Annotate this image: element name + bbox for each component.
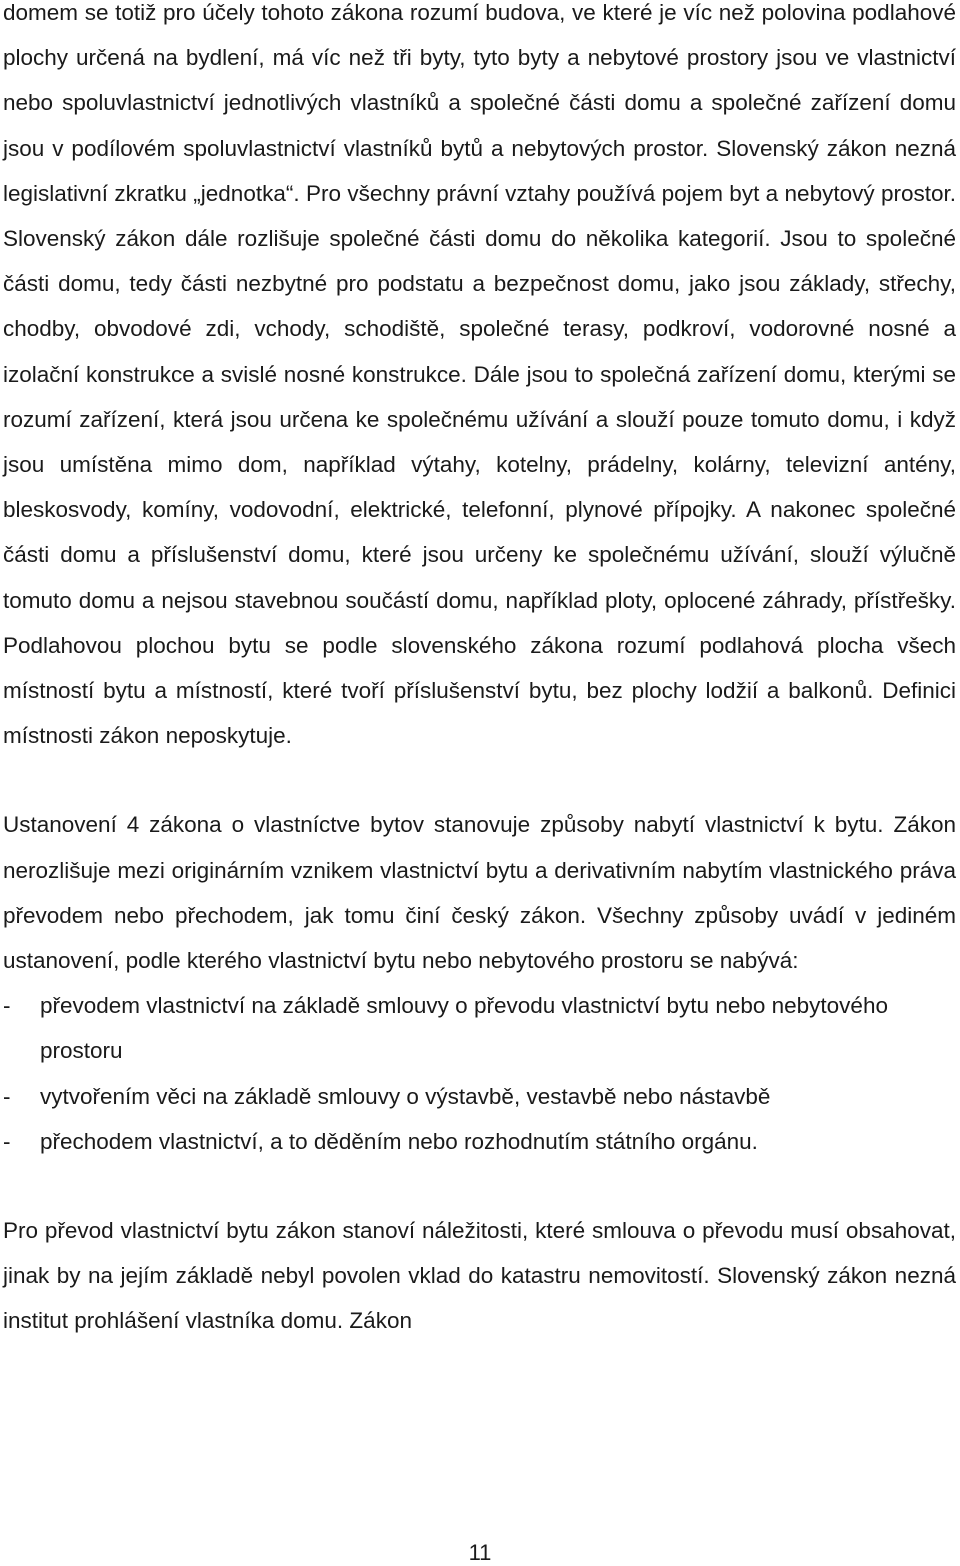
list-item-text: vytvořením věci na základě smlouvy o výstavbě, vestavbě nebo nástavbě	[40, 1083, 771, 1109]
list-dash: -	[3, 1083, 11, 1109]
paragraph-spacer	[3, 1164, 956, 1208]
list-item	[3, 983, 956, 1073]
paragraph-transfer-requirements: Pro převod vlastnictví bytu zákon stanoví náležitosti, které smlouva o převodu musí obsahovat, jinak by na jejím základě nebyl povolen vklad do katastru nemovitostí. Slovenský zákon nezná institut prohlášení vlastníka domu. Zákon	[3, 1218, 956, 1334]
list-item-text: převodem vlastnictví na základě smlouvy o převodu vlastnictví bytu nebo nebytového prostoru	[40, 993, 888, 1064]
list-item	[3, 1074, 956, 1119]
page-number: 11	[468, 1540, 492, 1565]
acquisition-methods-list	[3, 983, 956, 1164]
paragraph-apartment-building-definition: domem se totiž pro účely tohoto zákona rozumí budova, ve které je víc než polovina podlahové plochy určená na bydlení, má víc než tři byty, tyto byty a nebytové prostory jsou ve vlastnictví nebo spoluvlastnictví jednotlivých vlastníků a společné části domu a společné zařízení domu jsou v podílovém spoluvlastnictví vlastníků bytů a nebytových prostor. Slovenský zákon nezná legislativní zkratku „jednotka“. Pro všechny právní vztahy používá pojem byt a nebytový prostor. Slovenský zákon dále rozlišuje společné části domu do několika kategorií. Jsou to společné části domu, tedy části nezbytné pro podstatu a bezpečnost domu, jako jsou základy, střechy, chodby, obvodové zdi, vchody, schodiště, společné terasy, podkroví, vodorovné nosné a izolační konstrukce a svislé nosné konstrukce. Dále jsou to společná zařízení domu, kterými se rozumí zařízení, která jsou určena ke společnému užívání a slouží pouze tomuto domu, i když jsou umístěna mimo dom, například výtahy, kotelny, prádelny, kolárny, televizní antény, bleskosvody, komíny, vodovodní, elektrické, telefonní, plynové přípojky. A nakonec společné části domu a příslušenství domu, které jsou určeny ke společnému užívání, slouží výlučně tomuto domu a nejsou stavebnou součástí domu, například ploty, oplocené záhrady, přístřešky. Podlahovou plochou bytu se podle slovenského zákona rozumí podlahová plocha všech místností bytu a místností, které tvoří příslušenství bytu, bez plochy lodžií a balkonů. Definici místnosti zákon neposkytuje.	[3, 0, 956, 749]
list-dash: -	[3, 1128, 11, 1154]
list-item-text: přechodem vlastnictví, a to děděním nebo rozhodnutím státního orgánu.	[40, 1128, 758, 1154]
paragraph-spacer	[3, 758, 956, 802]
paragraph-acquisition-methods: Ustanovení 4 zákona o vlastníctve bytov stanovuje způsoby nabytí vlastnictví k bytu. Zákon nerozlišuje mezi originárním vznikem vlastnictví bytu a derivativním nabytím vlastnického práva převodem nebo přechodem, jak tomu činí český zákon. Všechny způsoby uvádí v jediném ustanovení, podle kterého vlastnictví bytu nebo nebytového prostoru se nabývá:	[3, 812, 956, 974]
document-body	[3, 0, 956, 1344]
list-dash: -	[3, 993, 11, 1019]
list-item	[3, 1119, 956, 1164]
